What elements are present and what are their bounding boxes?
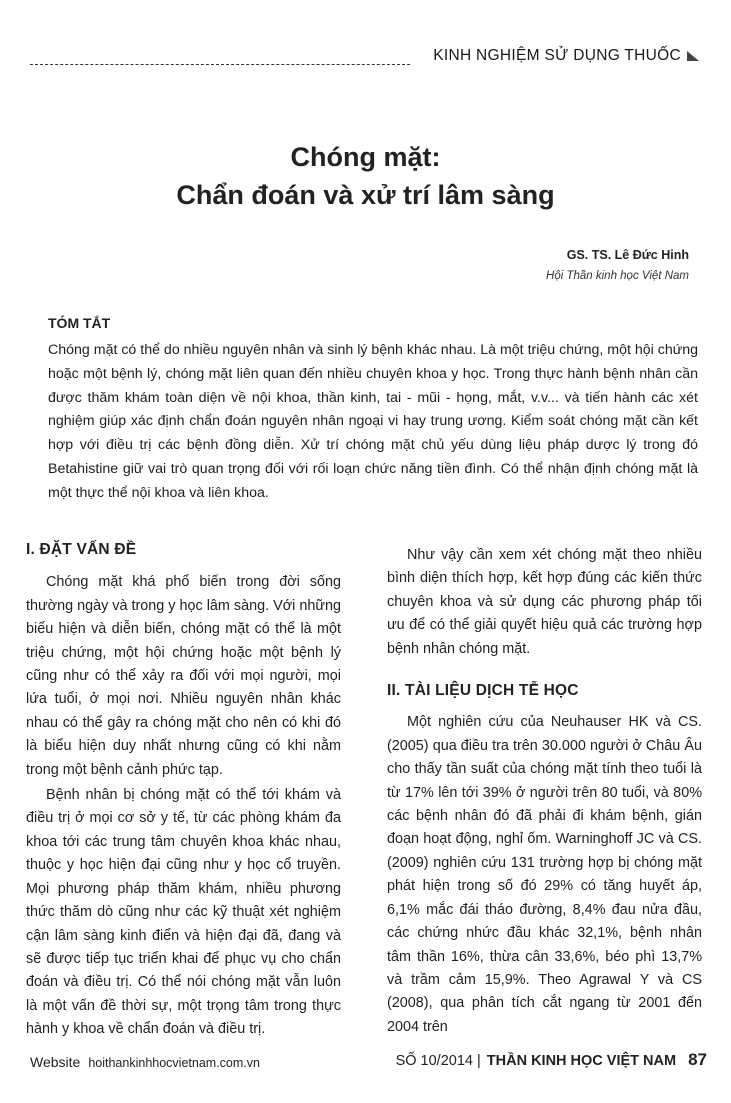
journal-name: THẦN KINH HỌC VIỆT NAM xyxy=(486,1053,677,1069)
paragraph: Bệnh nhân bị chóng mặt có thể tới khám và điều trị ở mọi cơ sở y tế, từ các phòng khám đa khoa tới các trung tâm chuyên khoa khác nhau, thuộc y học hiện đại cũng như y học cổ truyền. Mọi phương pháp thăm khám, nhiều phương thức thăm dò cũng như các kỹ thuật xét nghiệm cận lâm sàng kinh điển và hiện đại đã, đang và sẽ được tiếp tục triển khai để phục vụ cho chẩn đoán và điều trị. Có thể nói chóng mặt vẫn luôn là một vấn đề thời sự, một trọng tâm trong thực hành y khoa về chẩn đoán và điều trị. xyxy=(26,787,341,1038)
footer-journal xyxy=(396,1050,707,1070)
section-heading-1: I. ĐẶT VẤN ĐỀ xyxy=(26,541,137,558)
abstract-text: Chóng mặt có thể do nhiều nguyên nhân và sinh lý bệnh khác nhau. Là một triệu chứng, một hội chứng hoặc một bệnh lý, chóng mặt liên quan đến nhiều chuyên khoa y học. Trong thực hành bệnh nhân cần được thăm khám toàn diện về nội khoa, thần kinh, tai - mũi - họng, mắt, v.v... và tiến hành các xét nghiệm giúp xác định chẩn đoán nguyên nhân ngoại vi hay trung ương. Kiểm soát chóng mặt cần kết hợp với điều trị các bệnh đồng diễn. Xử trí chóng mặt chủ yếu dùng liệu pháp dược lý trong đó Betahistine giữ vai trò quan trọng đối với rối loạn chức năng tiền đình. Có thể nhận định chóng mặt là một thực thể nội khoa và liên khoa. xyxy=(48,342,698,501)
footer-website xyxy=(30,1054,260,1070)
abstract-heading: TÓM TẮT xyxy=(48,315,111,331)
section-header xyxy=(433,47,699,65)
right-column xyxy=(387,544,702,1039)
header-dashed-rule xyxy=(30,64,410,65)
left-column xyxy=(26,538,341,1042)
title-line-2: Chẩn đoán và xử trí lâm sàng xyxy=(176,180,555,210)
page-number: 87 xyxy=(688,1050,707,1069)
paragraph: Một nghiên cứu của Neuhauser HK và CS. (2005) qua điều tra trên 30.000 người ở Châu Âu cho thấy tần suất của chóng mặt tính theo tuổi là từ 17% lên tới 39% ở người trên 80 tuổi, và 80% các bệnh nhân đó đã phải đi khám bệnh, gián đoạn hoạt động, nghỉ ốm. Warninghoff JC và CS. (2009) nghiên cứu 131 trường hợp bị chóng mặt phát hiện trong số đó 29% có tăng huyết áp, 6,1% mắc đái tháo đường, 8,4% đau nửa đầu, các chứng nhức đầu khác 32,1%, bệnh nhân tâm thần 16%, thừa cân 33,6%, béo phì 13,7% và trầm cảm 15,9%. Theo Agrawal Y và CS (2008), qua phân tích cắt ngang từ 2001 đến 2004 trên xyxy=(387,714,702,1035)
title-line-1: Chóng mặt: xyxy=(290,142,441,172)
section-label: KINH NGHIỆM SỬ DỤNG THUỐC xyxy=(433,47,681,64)
author-affiliation: Hội Thần kinh học Việt Nam xyxy=(546,270,689,282)
article-title xyxy=(0,138,731,214)
section-heading-2: II. TÀI LIỆU DỊCH TỄ HỌC xyxy=(387,682,579,700)
website-label: Website xyxy=(30,1054,81,1070)
author-name: GS. TS. Lê Đức Hinh xyxy=(566,248,689,262)
website-url[interactable]: hoithankinhhocvietnam.com.vn xyxy=(88,1056,260,1070)
paragraph: Như vậy cần xem xét chóng mặt theo nhiều bình diện thích hợp, kết hợp đúng các kiến thức chuyên khoa và sử dụng các phương pháp tối ưu để có thể giải quyết hiệu quả các trường hợp bệnh nhân chóng mặt. xyxy=(387,547,702,657)
issue-number: SỐ 10/2014 | xyxy=(395,1053,481,1069)
triangle-marker-icon xyxy=(687,51,699,61)
paragraph: Chóng mặt khá phổ biến trong đời sống thường ngày và trong y học lâm sàng. Với những biểu hiện và diễn biến, chóng mặt có thể là một triệu chứng, một hội chứng hoặc một bệnh lý cũng như có thể xảy ra đối với mọi người, mọi lứa tuổi, ở mọi nơi. Nhiều nguyên nhân khác nhau có thể gây ra chóng mặt cho nên có khi đó là biểu hiện duy nhất nhưng cũng có khi nằm trong một bệnh cảnh phức tạp. xyxy=(26,574,341,778)
